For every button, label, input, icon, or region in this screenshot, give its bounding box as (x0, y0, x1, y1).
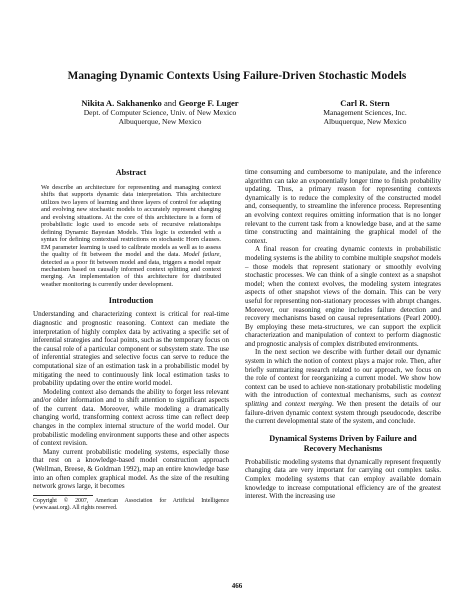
section-heading-introduction: Introduction (108, 296, 154, 306)
author-name: Carl R. Stern (340, 98, 390, 108)
abstract-heading: Abstract (115, 168, 147, 177)
body-paragraph: A final reason for creating dynamic contexts in probabilistic modeling systems is the ability to combine multiple snapshot models – those models that represent stationary or smoothly evolving stochastic processes. We can think of a single context as a snapshot model; when the context evolves, the modeling system integrates aspects of other snapshot views of the domain. This can be very useful for representing non-stationary processes with abrupt changes. Moreover, our reasoning engine includes failure detection and recovery mechanisms based on causal representations (Pearl 2000). By employing these meta-structures, we can support the explicit characterization and manipulation of context to perform diagnostic and prognostic analysis of complex distributed environments. (245, 245, 441, 348)
author-affiliation: Management Sciences, Inc. (323, 108, 407, 117)
author-name: Nikita A. Sakhanenko (81, 98, 162, 108)
copyright-notice: Copyright © 2007, American Association for Artificial Intelligence (www.aaai.org). All rights reserved. (33, 497, 229, 511)
author-block-left (45, 98, 275, 126)
author-location: Albuquerque, New Mexico (323, 117, 407, 126)
intro-paragraph: Understanding and characterizing context is critical for real-time diagnostic and prognostic reasoning. Context can mediate the interpretation of highly complex data by activating a specific set of inferential strategies and focal points, such as the temporary focus on the causal role of a particular component or subsystem state. The use of inferential strategies and selective focus can serve to reduce the computational size of an estimation task in a probabilistic model by mitigating the need to continuously link local estimation tasks to probability updating over the entire world model. (33, 310, 229, 388)
author-and: and (163, 98, 177, 108)
left-column (33, 168, 229, 512)
intro-paragraph: Many current probabilistic modeling systems, especially those that rest on a knowledge-based model construction approach (Wellman, Breese, & Goldman 1992), map an entire knowledge base into an often complex graphical model. As the size of the resulting network grows large, it becomes (33, 447, 229, 491)
author-affiliation: Dept. of Computer Science, Univ. of New Mexico (83, 108, 237, 117)
paper-title: Managing Dynamic Contexts Using Failure-Driven Stochastic Models (67, 70, 407, 82)
body-paragraph: Probabilistic modeling systems that dynamically represent frequently changing data are very important for carrying out complex tasks. Complex modeling systems that can employ available domain knowledge to increase computational efficiency are of the greatest interest. With the increasing use (245, 457, 441, 501)
footnote-rule (33, 495, 93, 496)
intro-paragraph: Modeling context also demands the ability to forget less relevant and/or older information and to shift attention to significant aspects of the current data. Moreover, while modeling a dramatically changing world, transforming context across time can reflect deep changes in the complex internal structure of the world model. Our probabilistic modeling environment supports these and other aspects of context revision. (33, 387, 229, 448)
section-heading-dynamical-systems: Dynamical Systems Driven by Failure and Recovery Mechanisms (269, 433, 417, 453)
body-paragraph: In the next section we describe with further detail our dynamic system in which the notion of context plays a major role. Then, after briefly summarizing research related to our approach, we focus on the role of context for reorganizing a current model. We show how context can be used to achieve non-stationary probabilistic modeling with the introduction of contextual mechanisms, such as context splitting and context merging. We then present the details of our failure-driven dynamic context system through pseudocode, describe the current developmental state of the system, and conclude. (245, 348, 442, 426)
author-name: George F. Luger (178, 98, 239, 108)
author-location: Albuquerque, New Mexico (118, 117, 202, 126)
right-column (245, 168, 441, 501)
abstract-text: We describe an architecture for representing and managing context shifts that supports dynamic data interpretation. This architecture utilizes two layers of learning and three layers of control for adapting and evolving new stochastic models to accurately represent changing and evolving situations. At the core of this architecture is a form of probabilistic logic used to encode sets of recursive relationships defining Dynamic Bayesian Models. This logic is extended with a syntax for defining contextual restrictions on stochastic Horn clauses. EM parameter learning is used to calibrate models as well as to assess the quality of fit between the model and the data. Model failure, detected as a poor fit between model and data, triggers a model repair mechanism based on causally informed context splitting and context merging. An implementation of this architecture for distributed weather monitoring is currently under development. (41, 184, 221, 288)
author-block-right (290, 98, 440, 126)
body-paragraph: time consuming and cumbersome to manipulate, and the inference algorithm can take an exponentially longer time to finish probability updating. Thus, a primary reason for representing contexts dynamically is to reduce the complexity of the constructed model and, consequently, to streamline the inference process. Representing an evolving context requires omitting information that is no longer relevant to the current task from a knowledge base, and at the same time constructing and maintaining the graphical model of the context. (245, 168, 441, 245)
page-number: 466 (231, 582, 243, 590)
author-names (45, 98, 275, 108)
